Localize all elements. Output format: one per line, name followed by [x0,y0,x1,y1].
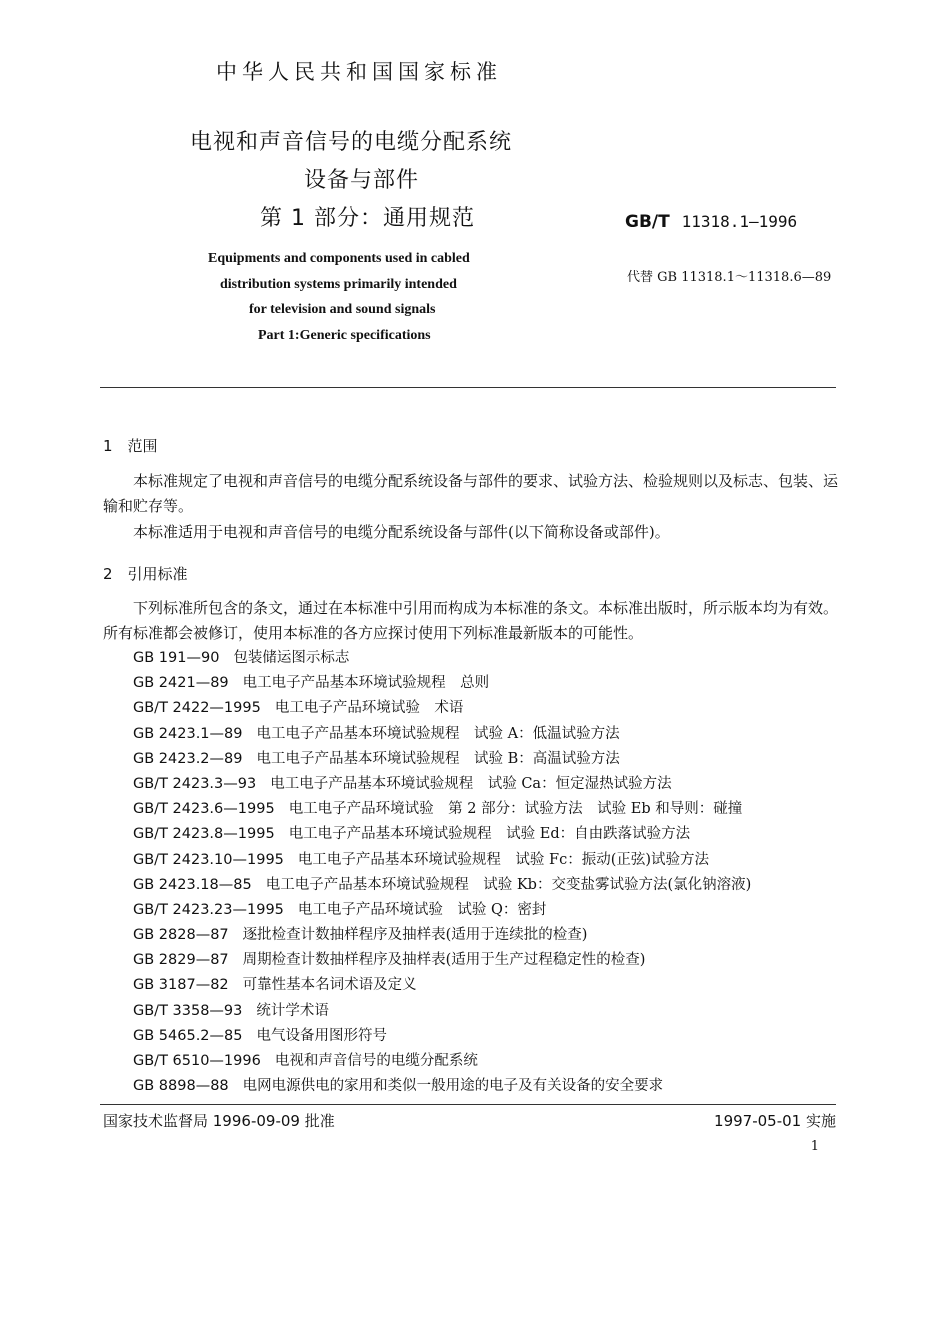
reference-item [133,797,751,822]
reference-title: 电工电子产品基本环境试验规程 试验 B：高温试验方法 [256,750,620,767]
section-1-paragraph-2: 本标准适用于电视和声音信号的电缆分配系统设备与部件(以下简称设备或部件)。 [133,523,670,541]
reference-code: GB 191—90 [133,650,220,666]
reference-code: GB 2423.18—85 [133,876,252,893]
reference-code: GB/T 3358—93 [133,1002,243,1019]
reference-code: GB/T 2423.6—1995 [133,801,275,818]
reference-item [133,1074,751,1099]
footer-divider [100,1104,836,1105]
reference-item [133,1049,751,1074]
reference-title: 电网电源供电的家用和类似一般用途的电子及有关设备的安全要求 [242,1078,664,1095]
reference-title: 电工电子产品基本环境试验规程 试验 Ca：恒定湿热试验方法 [270,775,672,792]
page-number: 1 [810,1139,819,1154]
reference-item [133,822,751,847]
national-standard-header: 中华人民共和国国家标准 [216,60,502,84]
reference-title: 包装储运图示标志 [233,650,350,666]
title-en-line-4: Part 1:Generic specifications [258,328,431,343]
reference-title: 电工电子产品基本环境试验规程 总则 [242,675,490,692]
reference-code: GB 2423.1—89 [133,725,243,742]
standard-prefix: GB/T [625,212,670,232]
reference-title: 电工电子产品基本环境试验规程 试验 Kb：交变盐雾试验方法(氯化钠溶液) [265,876,752,893]
reference-title: 统计学术语 [256,1002,329,1019]
section-2-paragraph-1: 下列标准所包含的条文，通过在本标准中引用而构成为本标准的条文。本标准出版时，所示版本均为有效。所有标准都会被修订，使用本标准的各方应探讨使用下列标准最新版本的可能性。 [103,599,839,642]
reference-item [133,873,751,898]
reference-code: GB 3187—82 [133,977,229,994]
approval-date: 国家技术监督局 1996-09-09 批准 [103,1112,335,1130]
reference-title: 电工电子产品环境试验 第 2 部分：试验方法 试验 Eb 和导则：碰撞 [288,801,743,818]
title-zh-line-1: 电视和声音信号的电缆分配系统 [190,130,513,155]
reference-title: 电视和声音信号的电缆分配系统 [274,1053,478,1069]
reference-code: GB/T 2422—1995 [133,700,261,717]
reference-title: 电工电子产品基本环境试验规程 试验 A：低温试验方法 [256,725,620,742]
reference-item [133,999,751,1024]
reference-code: GB/T 6510—1996 [133,1053,261,1069]
reference-item [133,747,751,772]
reference-code: GB 5465.2—85 [133,1027,243,1044]
reference-code: GB/T 2423.23—1995 [133,901,284,918]
section-1-paragraph-1: 本标准规定了电视和声音信号的电缆分配系统设备与部件的要求、试验方法、检验规则以及标志、包装、运输和贮存等。 [103,472,839,515]
reference-title: 周期检查计数抽样程序及抽样表(适用于生产过程稳定性的检查) [242,952,646,969]
reference-title: 电工电子产品环境试验 试验 Q：密封 [297,901,547,918]
reference-item [133,646,751,671]
reference-title: 可靠性基本名词术语及定义 [242,977,417,994]
section-2-heading: 2 引用标准 [103,565,188,583]
reference-standards-list [133,646,751,1099]
reference-item [133,973,751,998]
reference-item [133,1024,751,1049]
reference-title: 电工电子产品基本环境试验规程 试验 Ed：自由跌落试验方法 [288,826,691,843]
reference-title: 电气设备用图形符号 [256,1027,387,1044]
standard-number [625,212,797,232]
section-1-heading: 1 范围 [103,437,158,455]
reference-item [133,772,751,797]
effective-date: 1997-05-01 实施 [714,1112,836,1130]
reference-title: 电工电子产品环境试验 术语 [274,700,464,717]
title-zh-line-3: 第 1 部分：通用规范 [260,206,475,231]
reference-code: GB 8898—88 [133,1078,229,1095]
reference-code: GB 2829—87 [133,952,229,969]
reference-code: GB 2423.2—89 [133,750,243,767]
reference-item [133,923,751,948]
replaces-note: 代替 GB 11318.1～11318.6—89 [627,270,832,285]
reference-code: GB/T 2423.3—93 [133,775,257,792]
title-en-line-3: for television and sound signals [249,302,436,317]
header-divider [100,387,836,388]
reference-item [133,948,751,973]
reference-code: GB 2828—87 [133,927,229,944]
reference-item [133,696,751,721]
reference-item [133,722,751,747]
reference-code: GB 2421—89 [133,675,229,692]
standard-number-value: 11318.1—1996 [681,212,798,231]
reference-title: 逐批检查计数抽样程序及抽样表(适用于连续批的检查) [242,927,588,944]
title-en-line-1: Equipments and components used in cabled [208,251,470,266]
title-zh-line-2: 设备与部件 [304,168,420,193]
reference-code: GB/T 2423.10—1995 [133,851,284,868]
reference-title: 电工电子产品基本环境试验规程 试验 Fc：振动(正弦)试验方法 [297,851,710,868]
reference-code: GB/T 2423.8—1995 [133,826,275,843]
title-en-line-2: distribution systems primarily intended [220,277,457,292]
reference-item [133,671,751,696]
reference-item [133,848,751,873]
reference-item [133,898,751,923]
